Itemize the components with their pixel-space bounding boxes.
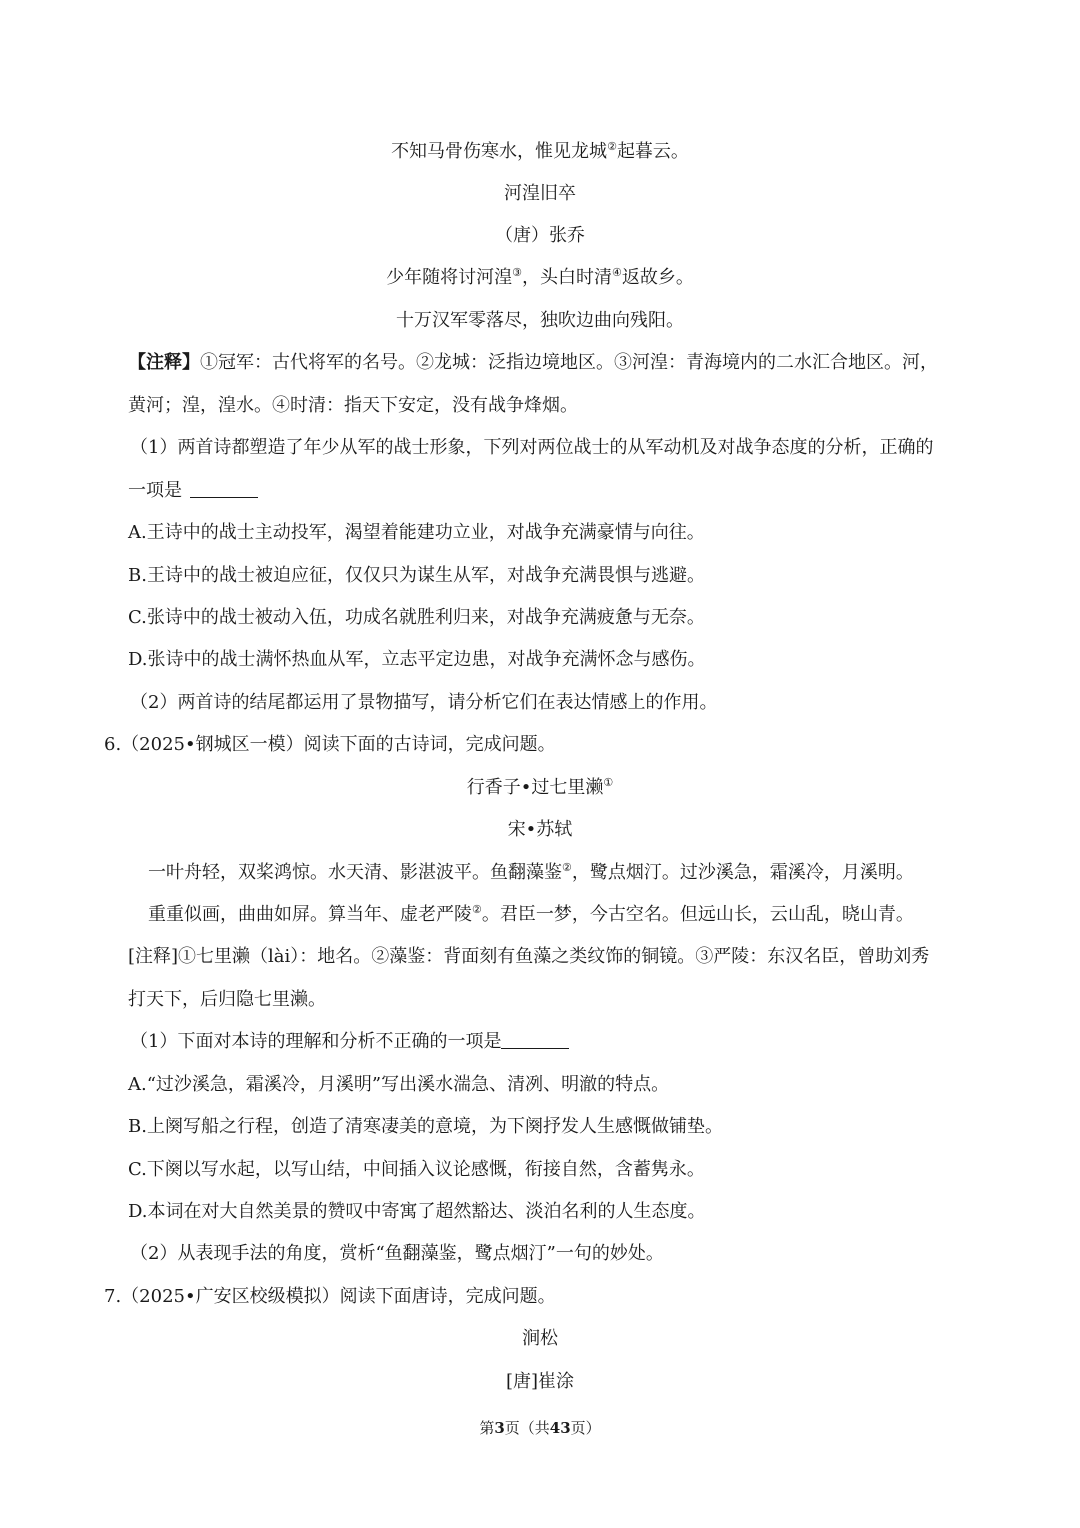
poem-title: 行香子•过七里濑①	[466, 776, 614, 798]
poem-author: [唐]崔涂	[505, 1371, 575, 1392]
option-c: C.下阕以写水起，以写山结，中间插入议论感慨，衔接自然，含蓄隽永。	[128, 1159, 705, 1180]
notes-line: [注释]①七里濑（lài）：地名。②藻鉴：背面刻有鱼藻之类纹饰的铜镜。③严陵：东汉名臣，曾助刘秀	[128, 946, 930, 967]
poem-author: （唐）张乔	[495, 225, 585, 246]
answer-blank	[501, 1032, 569, 1049]
footnote-marker: ②	[562, 861, 572, 874]
footnote-marker: ②	[472, 903, 482, 916]
notes-line: 打天下，后归隐七里濑。	[128, 989, 326, 1010]
option-d: D.张诗中的战士满怀热血从军，立志平定边患，对战争充满怀念与感伤。	[128, 649, 706, 670]
option-b: B.王诗中的战士被迫应征，仅仅只为谋生从军，对战争充满畏惧与逃避。	[128, 565, 705, 586]
poem-author: 宋•苏轼	[507, 819, 573, 840]
notes-line: 黄河；湟，湟水。④时清：指天下安定，没有战争烽烟。	[128, 395, 578, 416]
poem-title: 河湟旧卒	[504, 183, 576, 204]
poem-line: 少年随将讨河湟③，头白时清④返故乡。	[386, 266, 694, 288]
poem-line: 十万汉军零落尽，独吹边曲向残阳。	[396, 310, 684, 331]
question-text: （2）从表现手法的角度，赏析“鱼翻藻鉴，鹭点烟汀”一句的妙处。	[130, 1243, 664, 1264]
poem-title: 涧松	[522, 1328, 558, 1349]
poem-line: 重重似画，曲曲如屏。算当年、虚老严陵②。君臣一梦，今古空名。但远山长，云山乱，晓山青。	[148, 903, 914, 925]
option-d: D.本词在对大自然美景的赞叹中寄寓了超然豁达、淡泊名利的人生态度。	[128, 1201, 706, 1222]
poem-line: 一叶舟轻，双桨鸿惊。水天清、影湛波平。鱼翻藻鉴②，鹭点烟汀。过沙溪急，霜溪冷，月溪明。	[148, 861, 914, 883]
footnote-marker: ③	[512, 266, 522, 279]
notes-label: 【注释】	[128, 352, 200, 373]
footnote-marker: ①	[603, 776, 614, 789]
question-text: 一项是	[128, 479, 258, 503]
question-header: 7.（2025•广安区校级模拟）阅读下面唐诗，完成问题。	[104, 1286, 556, 1307]
footnote-marker: ④	[612, 266, 622, 279]
poem-line: 不知马骨伤寒水，惟见龙城②起暮云。	[391, 140, 689, 162]
option-a: A.“过沙溪急，霜溪冷，月溪明”写出溪水湍急、清冽、明澈的特点。	[128, 1074, 670, 1095]
question-text: （2）两首诗的结尾都运用了景物描写，请分析它们在表达情感上的作用。	[130, 692, 718, 713]
page-total: 43	[549, 1419, 571, 1437]
option-c: C.张诗中的战士被动入伍，功成名就胜利归来，对战争充满疲惫与无奈。	[128, 607, 705, 628]
page-number: 3	[494, 1419, 505, 1437]
footnote-marker: ②	[607, 140, 617, 153]
question-text: （1）两首诗都塑造了年少从军的战士形象，下列对两位战士的从军动机及对战争态度的分析，正确的	[130, 437, 934, 458]
option-b: B.上阕写船之行程，创造了清寒凄美的意境，为下阕抒发人生感慨做铺垫。	[128, 1116, 723, 1137]
question-header: 6.（2025•钢城区一模）阅读下面的古诗词，完成问题。	[104, 734, 556, 755]
page-footer: 第3页（共43页）	[479, 1419, 601, 1437]
question-text: （1）下面对本诗的理解和分析不正确的一项是	[130, 1030, 569, 1054]
notes-line: 【注释】①冠军：古代将军的名号。②龙城：泛指边境地区。③河湟：青海境内的二水汇合地区。河，	[128, 352, 938, 373]
option-a: A.王诗中的战士主动投军，渴望着能建功立业，对战争充满豪情与向往。	[128, 522, 705, 543]
answer-blank	[190, 481, 258, 498]
